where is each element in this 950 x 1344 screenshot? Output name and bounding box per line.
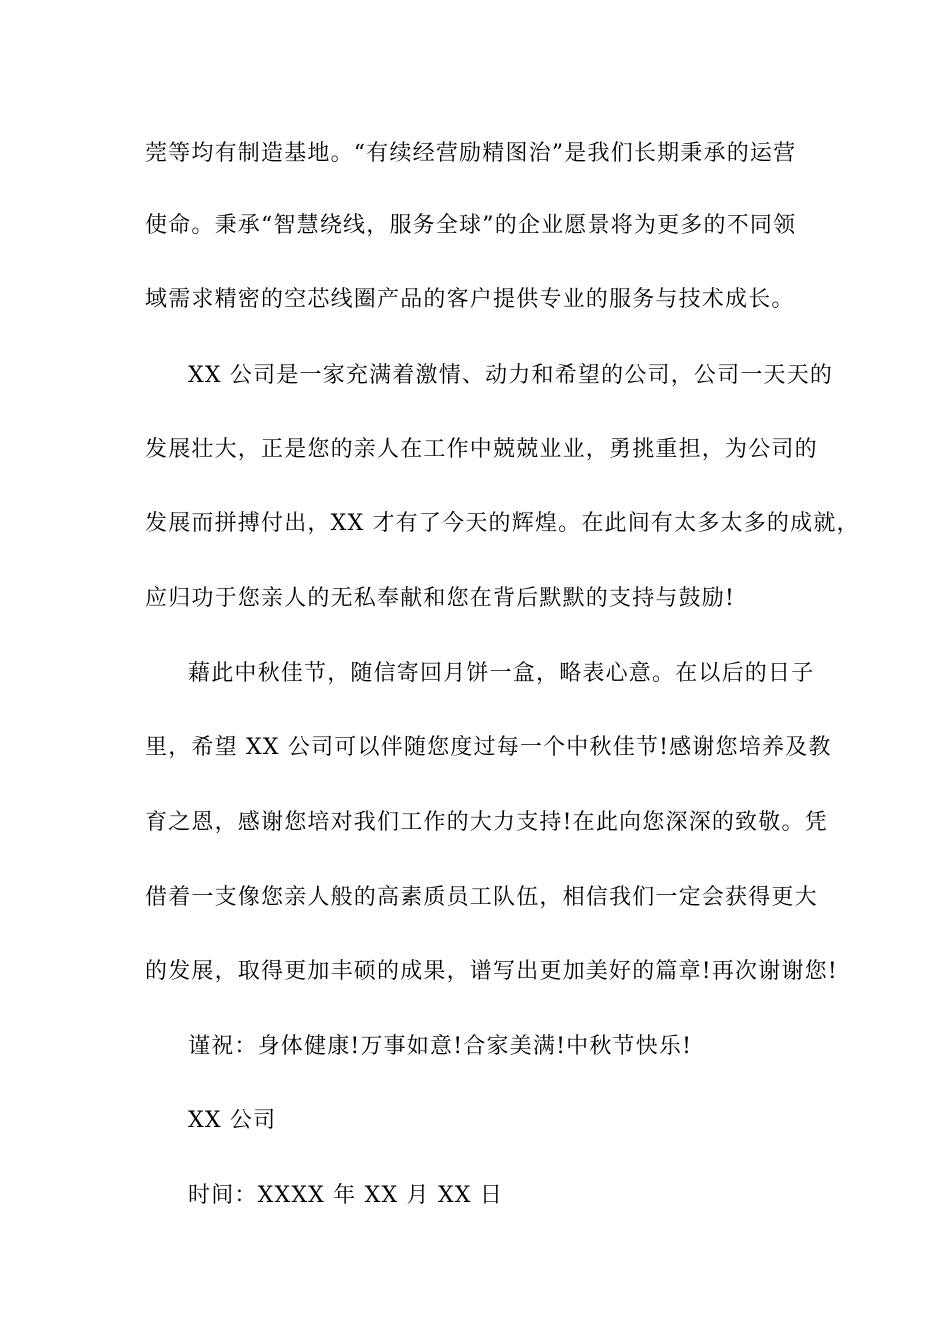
paragraph-3-line-3: 育之恩，感谢您培对我们工作的大力支持!在此向您深深的致敬。凭 [145, 810, 828, 835]
signature: XX 公司 [188, 1108, 277, 1133]
paragraph-2-line-4: 应归功于您亲人的无私奉献和您在背后默默的支持与鼓励! [145, 586, 736, 611]
paragraph-3-line-5: 的发展，取得更加丰硕的成果，谱写出更加美好的篇章!再次谢谢您! [145, 959, 838, 984]
paragraph-1-line-2: 使命。秉承“智慧绕线，服务全球”的企业愿景将为更多的不同领 [145, 213, 797, 238]
paragraph-3-line-2: 里，希望 XX 公司可以伴随您度过每一个中秋佳节!感谢您培养及教 [145, 735, 832, 760]
paragraph-3-line-1: 藉此中秋佳节，随信寄回月饼一盒，略表心意。在以后的日子 [188, 661, 815, 686]
paragraph-3-line-4: 借着一支像您亲人般的高素质员工队伍，相信我们一定会获得更大 [145, 885, 818, 910]
paragraph-1-line-1: 莞等均有制造基地。“有续经营励精图治”是我们长期秉承的运营 [145, 141, 797, 166]
paragraph-2-line-1: XX 公司是一家充满着激情、动力和希望的公司，公司一天天的 [188, 363, 834, 388]
paragraph-1-line-3: 域需求精密的空芯线圈产品的客户提供专业的服务与技术成长。 [145, 287, 795, 312]
date-line: 时间：XXXX 年 XX 月 XX 日 [188, 1183, 504, 1208]
closing-wishes: 谨祝：身体健康!万事如意!合家美满!中秋节快乐! [188, 1034, 693, 1059]
paragraph-2-line-2: 发展壮大，正是您的亲人在工作中兢兢业业，勇挑重担，为公司的 [145, 437, 818, 462]
paragraph-2-line-3: 发展而拼搏付出，XX 才有了今天的辉煌。在此间有太多太多的成就， [145, 511, 860, 536]
